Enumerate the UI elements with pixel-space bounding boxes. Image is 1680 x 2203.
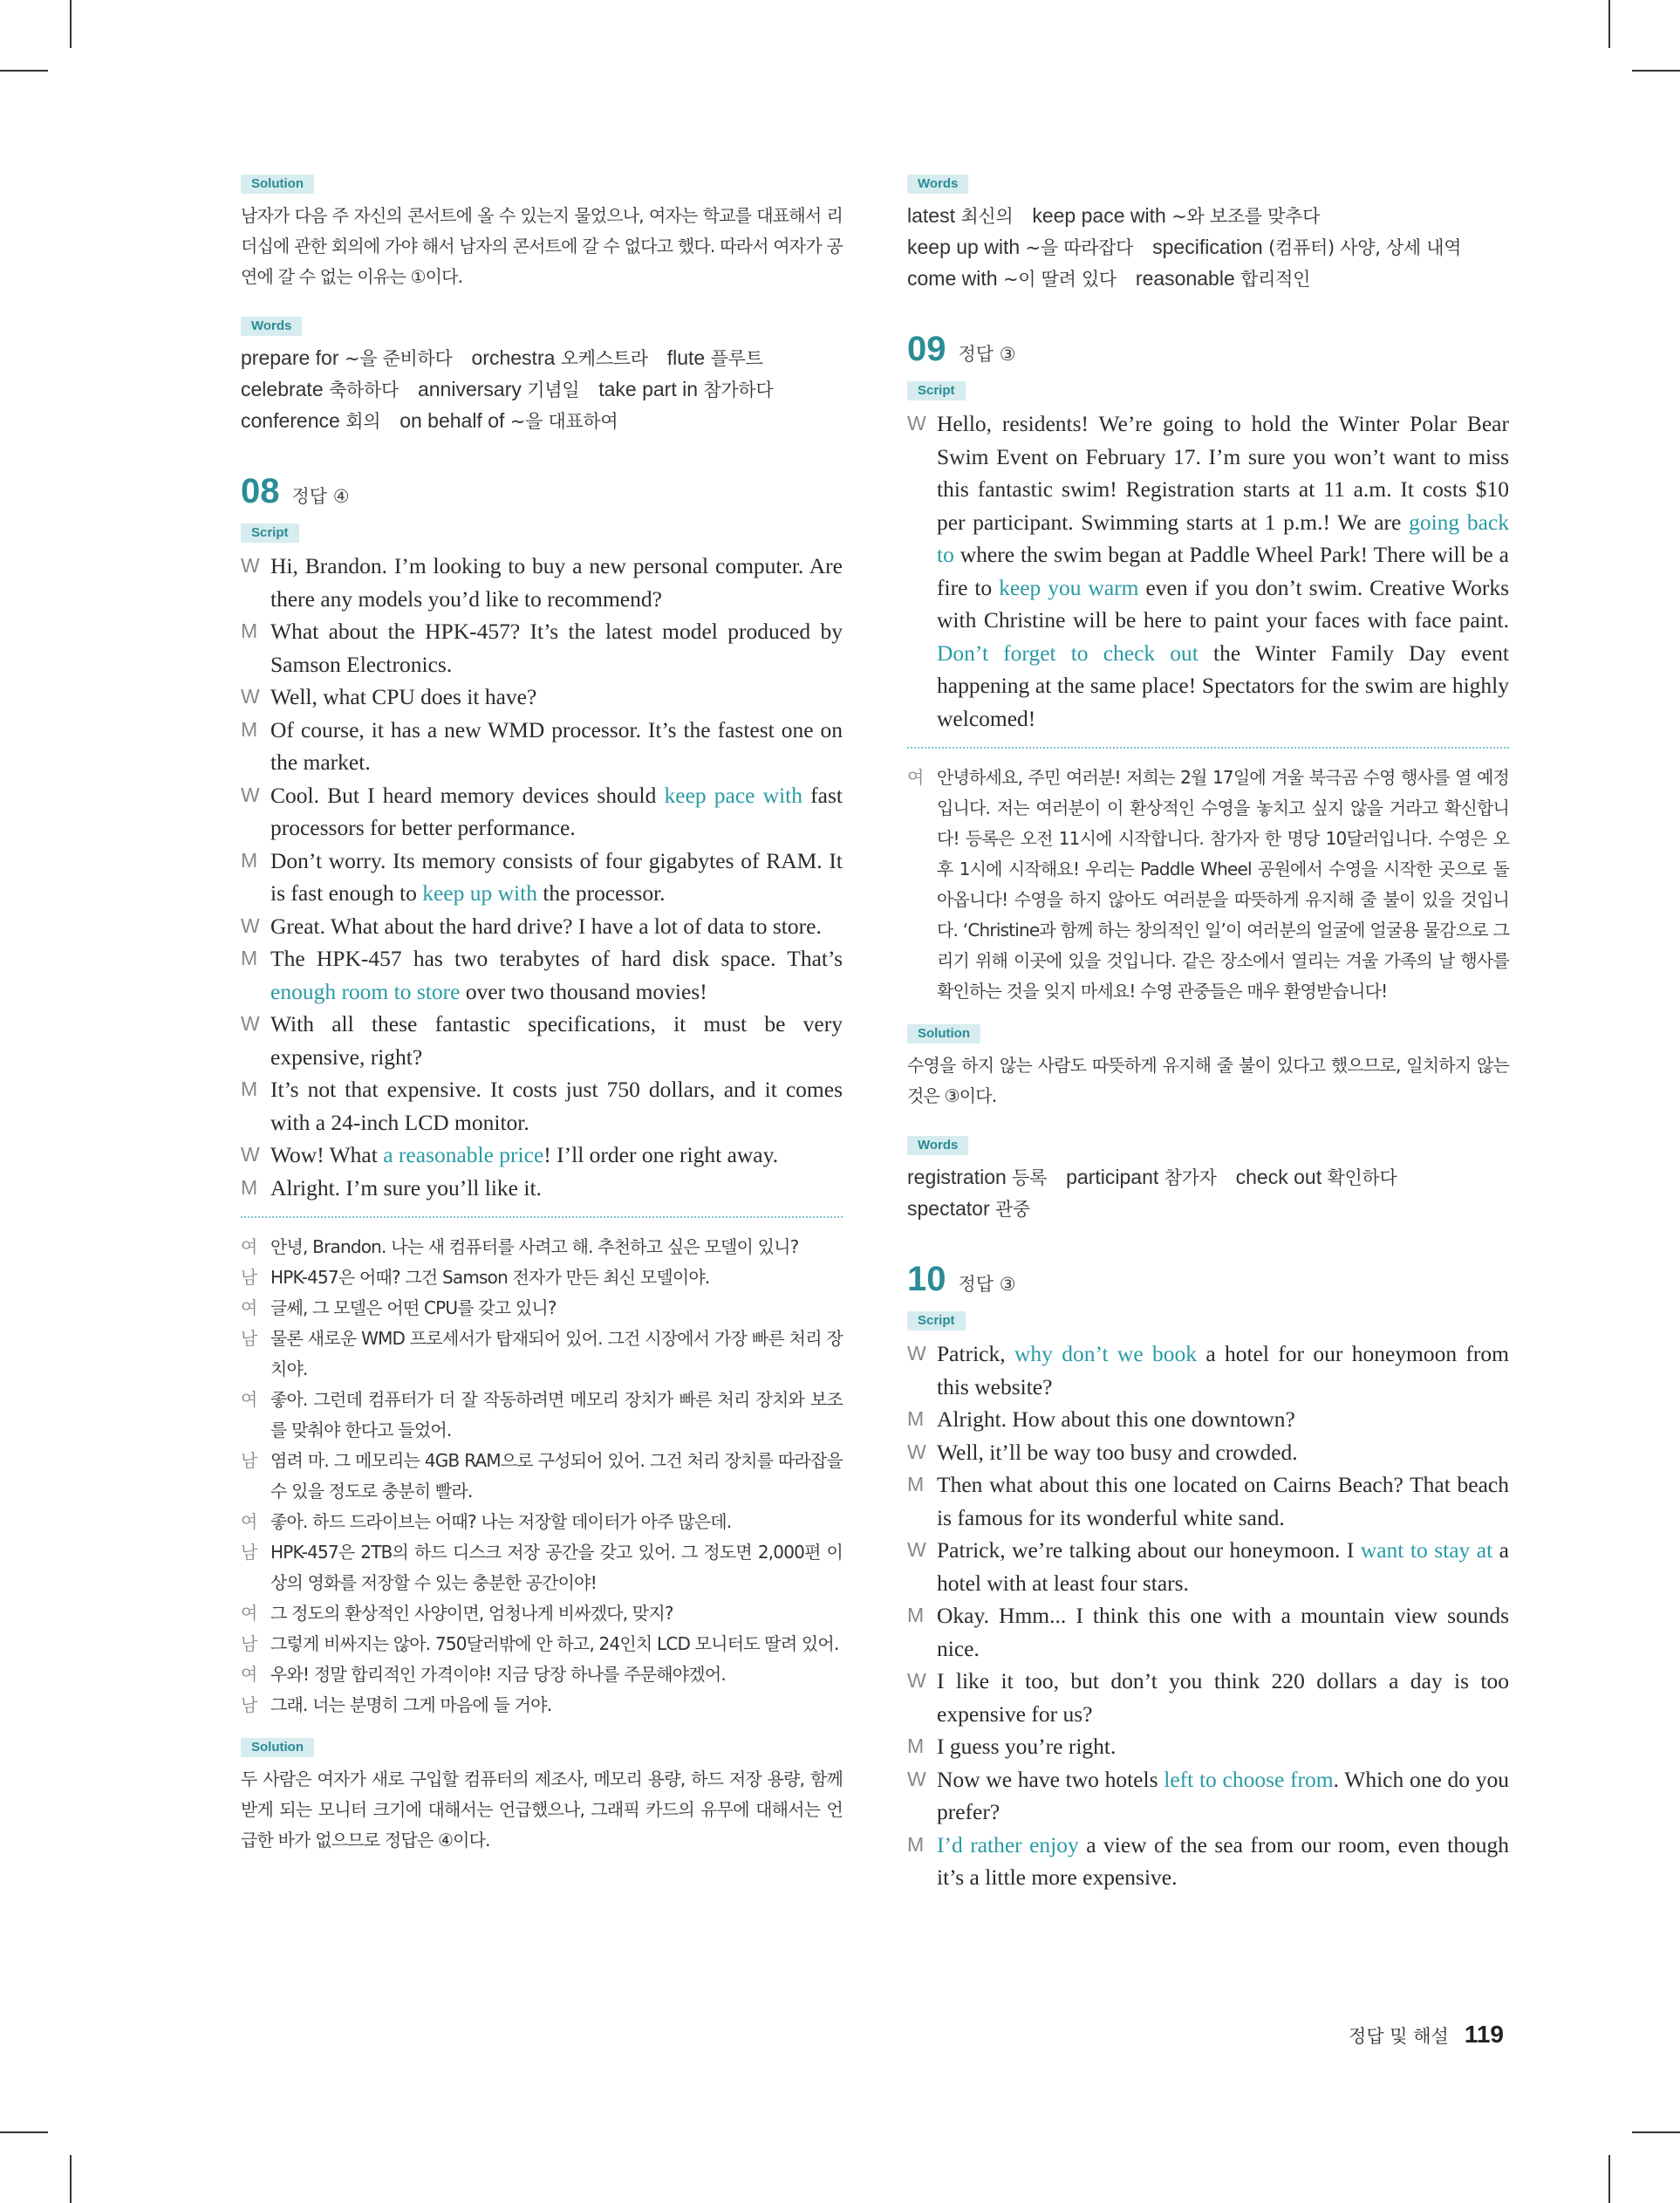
translation-text: HPK-457은 2TB의 하드 디스크 저장 공간을 갖고 있어. 그 정도면 2,000편 이상의 영화를 저장할 수 있는 충분한 공간이야! (270, 1542, 843, 1593)
speaker-label: 여 (241, 1297, 257, 1318)
script-line (241, 779, 843, 845)
word-entry (241, 411, 380, 432)
word-korean: 기념일 (527, 380, 580, 400)
word-entry (241, 380, 399, 400)
script-text (270, 615, 843, 681)
script-fragment: Patrick, we’re talking about our honeymoon. I (937, 1537, 1361, 1563)
speaker-label: W (907, 412, 926, 434)
word-english: flute (666, 346, 706, 369)
translation-text: 안녕하세요, 주민 여러분! 저희는 2월 17일에 겨울 북극곰 수영 행사를 열 예정입니다. 저는 여러분이 이 환상적인 수영을 놓치고 싶지 않을 거라고 확신합니다! 등록은 오전 11시에 시작합니다. 참가자 한 명당 10달러입니다. 수영은 오후 1시에 시작해요! 우리는 Paddle Wheel 공원에서 수영을 시작한 곳으로 돌아옵니다! 수영을 하지 않아도 여러분을 따뜻하게 유지해 줄 불이 있을 것입니다. ‘Christine과 함께 하는 창의적인 일’이 여러분의 얼굴에 얼굴용 물감으로 그리기 위해 이곳에 있을 것입니다. 같은 장소에서 열리는 겨울 가족의 날 행사를 확인하는 것을 잊지 마세요! 수영 관중들은 매우 환영받습니다! (937, 767, 1509, 1002)
script-text (937, 1599, 1509, 1665)
script-fragment: Now we have two hotels (937, 1766, 1164, 1792)
speaker-label: M (241, 848, 258, 872)
translation-text: 염려 마. 그 메모리는 4GB RAM으로 구성되어 있어. 그건 처리 장치를 따라잡을 수 있을 정도로 충분히 빨라. (270, 1450, 843, 1502)
speaker-label: 남 (241, 1267, 257, 1288)
word-english: keep up with (907, 236, 1021, 258)
script-fragment: It’s not that expensive. It costs just 750 dollars, and it comes with a 24-inch LCD monitor. (270, 1077, 843, 1135)
word-entry (472, 348, 648, 369)
script-line (241, 615, 843, 681)
word-english: participant (1066, 1166, 1159, 1188)
script-fragment: Patrick, (937, 1341, 1014, 1366)
speaker-label: W (241, 1143, 260, 1166)
speaker-label: W (907, 1538, 926, 1561)
question-number: 09 (907, 330, 946, 368)
speaker-label: M (241, 1078, 258, 1100)
crop-mark (0, 2131, 48, 2133)
q10-header (907, 1260, 1509, 1299)
script-line (241, 681, 843, 714)
script-fragment: ! I’ll order one right away. (543, 1142, 779, 1167)
script-text (937, 1665, 1509, 1730)
script-line (907, 1665, 1509, 1730)
script-line (907, 1436, 1509, 1469)
words-badge: Words (907, 174, 968, 194)
page-footer (1349, 2021, 1504, 2049)
word-entry (907, 237, 1133, 258)
translation-line (241, 1446, 843, 1507)
speaker-label: M (907, 1832, 925, 1856)
translation-text: 글쎄, 그 모델은 어떤 CPU를 갖고 있니? (270, 1297, 557, 1318)
speaker-label: M (241, 619, 258, 642)
q09-header (907, 330, 1509, 369)
word-korean: 참가하다 (703, 380, 774, 400)
q08-script (241, 550, 843, 1204)
translation-line (241, 1598, 843, 1629)
script-fragment: where the swim began at Paddle Wheel Park! There will be a fire to (937, 542, 1509, 600)
script-text (270, 1008, 843, 1073)
solution-text: 남자가 다음 주 자신의 콘서트에 올 수 있는지 물었으나, 여자는 학교를 대표해서 리더십에 관한 회의에 가야 해서 남자의 콘서트에 갈 수 없다고 했다. 따라서 여자가 공연에 갈 수 없는 이유는 ①이다. (241, 205, 843, 287)
translation-text: 좋아. 하드 드라이브는 어때? 나는 저장할 데이터가 아주 많은데. (270, 1511, 732, 1532)
word-entry (667, 348, 763, 369)
script-line (241, 714, 843, 779)
question-number: 08 (241, 472, 280, 510)
script-fragment: fast processors for better performance. (270, 782, 843, 840)
script-line (907, 407, 1509, 735)
speaker-label: M (241, 717, 258, 741)
highlighted-phrase: keep up with (422, 880, 537, 906)
highlighted-phrase: keep pace with (664, 782, 802, 808)
word-list (241, 343, 843, 437)
speaker-label: M (241, 947, 258, 969)
speaker-label: W (907, 1669, 926, 1692)
speaker-label: 여 (241, 1389, 257, 1410)
script-line (241, 1073, 843, 1139)
word-korean: 최신의 (960, 206, 1014, 227)
translation-text: 물론 새로운 WMD 프로세서가 탑재되어 있어. 그건 시장에서 가장 빠른 처리 장치야. (270, 1328, 843, 1379)
word-english: specification (1152, 236, 1263, 258)
script-text (270, 681, 843, 714)
right-column (907, 174, 1509, 1894)
highlighted-phrase: I’d rather enjoy (937, 1831, 1079, 1857)
word-korean: ~을 준비하다 (344, 348, 453, 369)
word-korean: 관중 (995, 1199, 1030, 1220)
words-badge: Words (241, 317, 302, 336)
translation-line (241, 1537, 843, 1598)
script-fragment: the processor. (536, 880, 666, 906)
translation-line (241, 1262, 843, 1293)
script-text (270, 779, 843, 845)
script-fragment: Cool. But I heard memory devices should (270, 782, 665, 808)
word-english: spectator (907, 1197, 990, 1220)
left-column (241, 174, 843, 1880)
word-entry (1066, 1167, 1216, 1188)
script-line (241, 1139, 843, 1172)
translation-line (907, 763, 1509, 1007)
word-english: conference (241, 409, 340, 432)
dotted-divider (241, 1216, 843, 1218)
speaker-label: 여 (241, 1603, 257, 1624)
q09-words (907, 1136, 1509, 1225)
word-korean: 플루트 (710, 348, 763, 369)
script-fragment: a hotel with at least four stars. (937, 1537, 1509, 1596)
word-entry (418, 380, 579, 400)
word-list (907, 201, 1509, 295)
script-badge: Script (907, 1311, 966, 1331)
word-entry (1032, 206, 1320, 227)
word-korean: ~와 보조를 맞추다 (1171, 206, 1321, 227)
q08-solution (241, 1738, 843, 1856)
script-badge: Script (241, 523, 299, 543)
q10-script (907, 1338, 1509, 1894)
speaker-label: 남 (241, 1633, 257, 1654)
word-row (907, 201, 1509, 232)
word-entry (907, 1167, 1047, 1188)
script-text (270, 1073, 843, 1139)
word-entry (907, 1199, 1030, 1220)
speaker-label: W (907, 1440, 926, 1463)
script-text (270, 714, 843, 779)
highlighted-phrase: enough room to store (270, 978, 461, 1004)
word-korean: ~이 딸려 있다 (1002, 269, 1117, 290)
speaker-label: 여 (907, 767, 924, 788)
speaker-label: 여 (241, 1664, 257, 1685)
speaker-label: M (907, 1734, 925, 1757)
script-text (937, 1338, 1509, 1403)
crop-mark (1632, 70, 1680, 72)
highlighted-phrase: Don’t forget to check out (937, 640, 1199, 666)
script-line (907, 1468, 1509, 1534)
script-line (241, 845, 843, 910)
script-fragment: Well, what CPU does it have? (270, 684, 537, 709)
highlighted-phrase: left to choose from (1164, 1766, 1334, 1792)
word-entry (907, 206, 1013, 227)
word-english: registration (907, 1166, 1007, 1188)
script-fragment: . Which one do you prefer? (937, 1766, 1509, 1824)
script-line (907, 1534, 1509, 1599)
script-fragment: The HPK-457 has two terabytes of hard disk space. That’s (270, 946, 843, 971)
speaker-label: 남 (241, 1694, 257, 1715)
script-fragment: Hello, residents! We’re going to hold the Winter Polar Bear Swim Event on February 17. I’m sure you won’t want to miss this fantastic swim! Registration starts at 11 a.m. It costs $10 per participant. Swimming starts at 1 p.m.! We are (937, 411, 1509, 535)
word-entry (907, 269, 1117, 290)
speaker-label: 남 (241, 1542, 257, 1563)
word-row (907, 263, 1509, 295)
script-text (937, 1763, 1509, 1829)
word-row (241, 343, 843, 374)
script-fragment: Okay. Hmm... I think this one with a mountain view sounds nice. (937, 1603, 1509, 1661)
translation-line (241, 1507, 843, 1537)
speaker-label: 남 (241, 1450, 257, 1471)
script-fragment: Well, it’ll be way too busy and crowded. (937, 1439, 1298, 1465)
word-english: celebrate (241, 378, 324, 400)
word-korean: 축하하다 (329, 380, 399, 400)
q07-solution (241, 174, 843, 292)
q07-words (241, 317, 843, 437)
script-text (270, 942, 843, 1008)
script-fragment: Don’t worry. Its memory consists of four gigabytes of RAM. It is fast enough to (270, 847, 843, 906)
word-row (241, 374, 843, 406)
translation-line (241, 1385, 843, 1446)
solution-badge: Solution (907, 1024, 980, 1043)
highlighted-phrase: keep you warm (999, 574, 1139, 600)
script-fragment: Then what about this one located on Cairns Beach? That beach is famous for its wonderful white sand. (937, 1472, 1509, 1530)
translation-text: 그 정도의 환상적인 사양이면, 엄청나게 비싸겠다, 맞지? (270, 1603, 673, 1624)
script-fragment: I guess you’re right. (937, 1734, 1117, 1759)
word-korean: ~을 따라잡다 (1025, 237, 1134, 258)
speaker-label: W (241, 554, 260, 577)
speaker-label: 여 (241, 1236, 257, 1257)
solution-text: 수영을 하지 않는 사람도 따뜻하게 유지해 줄 불이 있다고 했으므로, 일치하지 않는 것은 ③이다. (907, 1055, 1509, 1106)
solution-text: 두 사람은 여자가 새로 구입할 컴퓨터의 제조사, 메모리 용량, 하드 저장 용량, 함께 받게 되는 모니터 크기에 대해서는 언급했으나, 그래픽 카드의 유무에 대해서는 언급한 바가 없으므로 정답은 ④이다. (241, 1769, 843, 1851)
word-english: orchestra (471, 346, 556, 369)
word-row (907, 1194, 1509, 1225)
word-korean: 회의 (345, 411, 381, 432)
translation-line (241, 1232, 843, 1262)
script-line (907, 1763, 1509, 1829)
word-english: check out (1235, 1166, 1322, 1188)
script-text (937, 1403, 1509, 1436)
translation-text: 우와! 정말 합리적인 가격이야! 지금 당장 하나를 주문해야겠어. (270, 1664, 726, 1685)
word-list (907, 1162, 1509, 1225)
word-entry (1152, 237, 1461, 258)
speaker-label: M (241, 1175, 258, 1199)
word-english: latest (907, 204, 955, 227)
word-english: reasonable (1135, 267, 1235, 290)
highlighted-phrase: why don’t we book (1014, 1341, 1197, 1366)
word-english: prepare for (241, 346, 339, 369)
translation-line (241, 1690, 843, 1721)
word-korean: (컴퓨터) 사양, 상세 내역 (1268, 237, 1462, 258)
word-entry (1136, 269, 1310, 290)
script-line (241, 1172, 843, 1205)
word-row (907, 232, 1509, 263)
speaker-label: W (907, 1342, 926, 1365)
q08-translation (241, 1232, 843, 1721)
script-fragment: Alright. I’m sure you’ll like it. (270, 1174, 542, 1201)
script-fragment: Great. What about the hard drive? I have a lot of data to store. (270, 913, 822, 939)
word-korean: ~을 대표하여 (509, 411, 618, 432)
script-line (907, 1599, 1509, 1665)
script-text (270, 845, 843, 910)
q09-solution (907, 1024, 1509, 1112)
script-text (937, 1829, 1509, 1894)
script-badge: Script (907, 381, 966, 400)
script-line (241, 1008, 843, 1073)
script-fragment: With all these fantastic specifications, it must be very expensive, right? (270, 1011, 843, 1070)
speaker-label: 남 (241, 1328, 257, 1349)
q08-words (907, 174, 1509, 295)
word-row (241, 406, 843, 437)
answer-label: 정답 ③ (958, 1274, 1016, 1295)
script-text (937, 1436, 1509, 1469)
crop-mark (0, 70, 48, 72)
page-number: 119 (1464, 2021, 1504, 2048)
highlighted-phrase: going back to (937, 509, 1509, 567)
script-line (907, 1403, 1509, 1436)
script-fragment: Hi, Brandon. I’m looking to buy a new personal computer. Are there any models you’d like to recommend? (270, 553, 843, 612)
word-korean: 합리적인 (1240, 269, 1311, 290)
highlighted-phrase: want to stay at (1360, 1537, 1493, 1563)
translation-text: 좋아. 그런데 컴퓨터가 더 잘 작동하려면 메모리 장치가 빠른 처리 장치와 보조를 맞춰야 한다고 들었어. (270, 1389, 843, 1440)
script-fragment: over two thousand movies! (460, 978, 707, 1004)
script-fragment: Wow! What (270, 1142, 384, 1167)
speaker-label: W (241, 913, 260, 937)
speaker-label: W (241, 1012, 260, 1035)
word-english: on behalf of (400, 409, 505, 432)
script-fragment: Of course, it has a new WMD processor. It’s the fastest one on the market. (270, 716, 843, 775)
script-text (270, 550, 843, 615)
crop-mark (70, 2155, 72, 2203)
script-text (270, 1139, 843, 1172)
translation-line (241, 1629, 843, 1659)
script-line (907, 1829, 1509, 1894)
answer-label: 정답 ④ (291, 486, 350, 507)
word-row (907, 1162, 1509, 1194)
speaker-label: M (907, 1604, 925, 1626)
translation-line (241, 1293, 843, 1324)
footer-title: 정답 및 해설 (1349, 2026, 1449, 2047)
script-text (270, 910, 843, 943)
script-fragment: a view of the sea from our room, even though it’s a little more expensive. (937, 1831, 1510, 1890)
speaker-label: W (907, 1767, 926, 1790)
speaker-label: W (241, 685, 260, 708)
script-text (937, 1468, 1509, 1534)
translation-line (241, 1324, 843, 1385)
highlighted-phrase: a reasonable price (383, 1142, 544, 1167)
words-badge: Words (907, 1136, 968, 1155)
script-text (937, 1730, 1509, 1763)
speaker-label: 여 (241, 1511, 257, 1532)
q08-header (241, 472, 843, 511)
word-english: anniversary (417, 378, 522, 400)
script-text (270, 1172, 843, 1205)
crop-mark (70, 0, 72, 48)
dotted-divider (907, 747, 1509, 749)
word-korean: 오케스트라 (560, 348, 648, 369)
word-entry (598, 380, 773, 400)
script-text (937, 407, 1509, 735)
word-entry (400, 411, 618, 432)
translation-line (241, 1659, 843, 1690)
translation-text: 그래. 너는 분명히 그게 마음에 들 거야. (270, 1694, 552, 1715)
word-entry (1236, 1167, 1397, 1188)
translation-text: 안녕, Brandon. 나는 새 컴퓨터를 사려고 해. 추천하고 싶은 모델이 있니? (270, 1236, 799, 1257)
script-line (907, 1730, 1509, 1763)
question-number: 10 (907, 1260, 946, 1298)
script-fragment: Alright. How about this one downtown? (937, 1406, 1295, 1432)
q09-script (907, 407, 1509, 735)
translation-text: 그렇게 비싸지는 않아. 750달러밖에 안 하고, 24인치 LCD 모니터도 딸려 있어. (270, 1633, 839, 1654)
word-english: come with (907, 267, 998, 290)
script-line (241, 550, 843, 615)
script-fragment: What about the HPK-457? It’s the latest model produced by Samson Electronics. (270, 619, 843, 677)
script-fragment: the Winter Family Day event happening at the same place! Spectators for the swim are highly welcomed! (937, 640, 1509, 731)
script-line (907, 1338, 1509, 1403)
crop-mark (1608, 0, 1610, 48)
crop-mark (1608, 2155, 1610, 2203)
speaker-label: M (907, 1407, 925, 1430)
script-fragment: a hotel for our honeymoon from this website? (937, 1341, 1510, 1399)
q09-translation (907, 763, 1509, 1007)
word-english: keep pace with (1032, 204, 1166, 227)
answer-label: 정답 ③ (958, 344, 1016, 365)
speaker-label: M (907, 1473, 925, 1495)
speaker-label: W (241, 783, 260, 806)
script-line (241, 942, 843, 1008)
translation-text: HPK-457은 어때? 그건 Samson 전자가 만든 최신 모델이야. (270, 1267, 710, 1288)
script-fragment: even if you don’t swim. Creative Works with Christine will be here to paint your faces with face paint. (937, 574, 1509, 633)
solution-badge: Solution (241, 1738, 314, 1757)
script-text (937, 1534, 1509, 1599)
solution-badge: Solution (241, 174, 314, 194)
crop-mark (1632, 2131, 1680, 2133)
word-korean: 등록 (1012, 1167, 1048, 1188)
word-korean: 참가자 (1164, 1167, 1217, 1188)
word-english: take part in (598, 378, 699, 400)
script-line (241, 910, 843, 943)
word-korean: 확인하다 (1327, 1167, 1397, 1188)
script-fragment: I like it too, but don’t you think 220 dollars a day is too expensive for us? (937, 1668, 1509, 1727)
word-entry (241, 348, 453, 369)
